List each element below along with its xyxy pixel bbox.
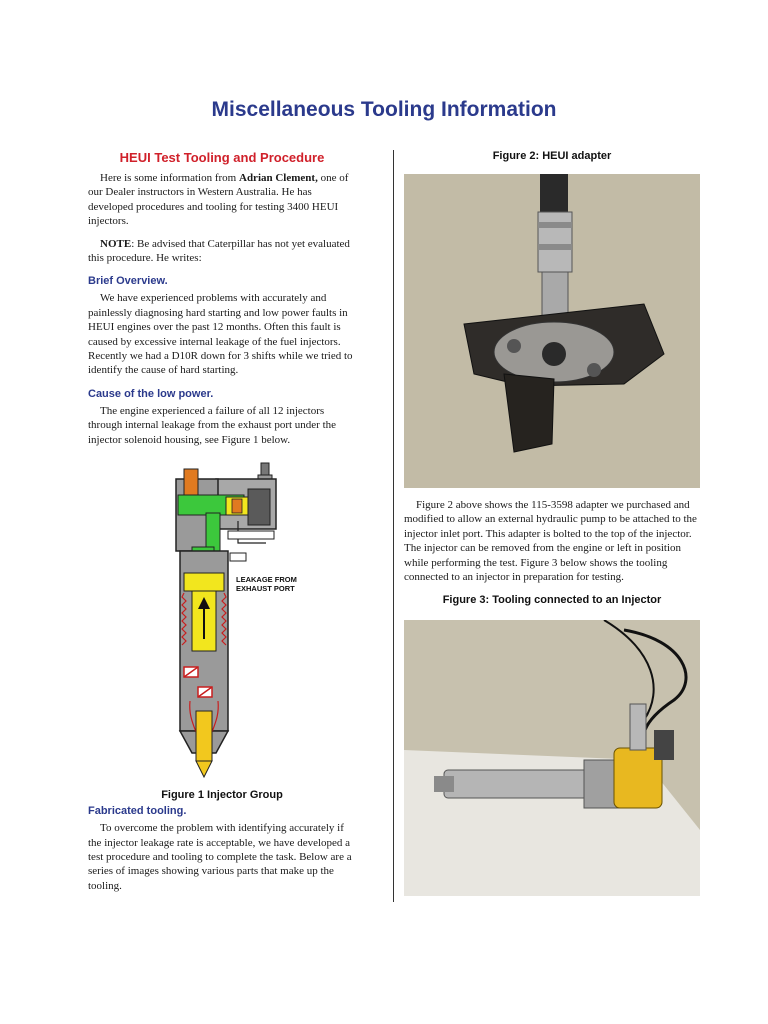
- figure-3-photo-tooling-on-injector: [404, 620, 700, 896]
- note-paragraph: NOTE: Be advised that Caterpillar has not yet evaluated this procedure. He writes:: [88, 237, 350, 265]
- note-label: NOTE: [100, 237, 132, 250]
- author-name: Adrian Clement,: [239, 172, 318, 184]
- intro-paragraph: Here is some information from Adrian Clement, one of our Dealer instructors in Western Australia. He has developed procedures and tooling for testing 3400 HEUI injectors.: [88, 172, 349, 228]
- cause-text: The engine experienced a failure of all 12 injectors through internal leakage from the exhaust port under the injector solenoid housing, see Figure 1 below.: [88, 404, 337, 446]
- figure-1-caption: Figure 1 Injector Group: [161, 789, 283, 802]
- solenoid-coil: [248, 489, 270, 525]
- injector-cutaway-svg: [88, 461, 356, 781]
- column-divider: [393, 150, 394, 902]
- fabricated-tooling-text: To overcome the problem with identifying accurately if the injector leakage rate is acceptable, we have developed a test procedure and tooling to complete the task. Below are a series of images showing various parts that make up the tooling.: [88, 822, 352, 892]
- fabricated-tooling-heading: Fabricated tooling.: [88, 805, 187, 818]
- oil-inlet-orange: [184, 469, 198, 495]
- brief-overview-heading: Brief Overview.: [88, 275, 168, 288]
- figure-2-photo-heui-adapter: [404, 174, 700, 488]
- right-column: [404, 150, 700, 896]
- figure-2-caption: Figure 2: HEUI adapter: [492, 150, 612, 162]
- figure-1-injector-diagram: [88, 461, 356, 781]
- figure-3-caption: Figure 3: Tooling connected to an Injector: [442, 594, 662, 607]
- figure-2-description: Figure 2 above shows the 115-3598 adapter we purchased and modified to allow an external hydraulic pump to be attached to the injector inlet port. This adapter is bolted to the top of the injector. The injector can be removed from the engine or left in position while performing the test. Figure 3 below shows the tooling connected to an injector in preparation for testing.: [404, 499, 697, 584]
- page-title: Miscellaneous Tooling Information: [211, 98, 557, 121]
- cause-heading: Cause of the low power.: [88, 387, 214, 400]
- brief-overview-text: We have experienced problems with accurately and painlessly diagnosing hard starting and low power faults in HEUI engines over the past 12 months. Often this fault is caused by excessive internal leakage of the fuel injectors. Recently we had a D10R down for 3 shifts while we tried to identify the cause of hard starting.: [88, 292, 353, 377]
- nozzle-tip: [196, 711, 212, 761]
- leakage-label: LEAKAGE FROM EXHAUST PORT: [236, 575, 297, 594]
- section-title: HEUI Test Tooling and Procedure: [119, 150, 325, 165]
- left-column: [88, 150, 356, 901]
